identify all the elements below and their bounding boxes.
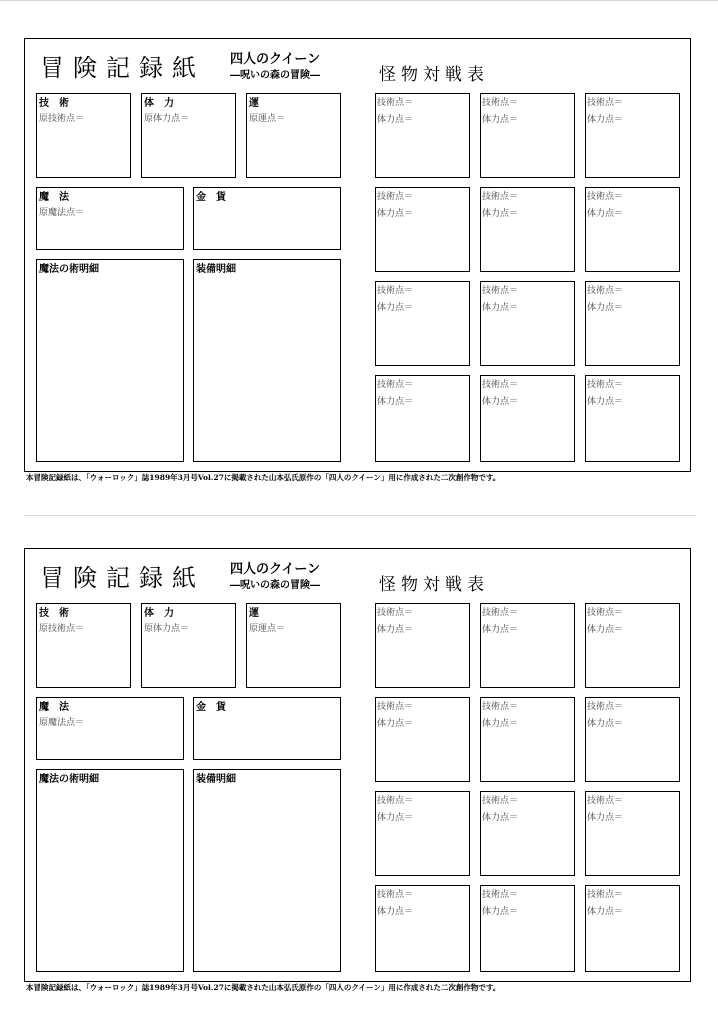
monster-table-title: 怪物対戦表 [379,575,489,595]
monster-box [585,93,680,178]
skill-label: 技 術 [39,98,69,109]
monster-skill-label: 技術点＝ [482,98,519,108]
monster-stamina-label: 体力点＝ [482,907,519,917]
monster-box [480,375,575,462]
monster-box [375,375,470,462]
monster-box [480,281,575,366]
monster-box [480,791,575,876]
monster-box [585,885,680,972]
monster-skill-label: 技術点＝ [587,796,624,806]
spells-box [36,769,184,972]
monster-box [585,375,680,462]
monster-box [480,93,575,178]
sheet-separator [24,515,696,516]
monster-stamina-label: 体力点＝ [377,397,414,407]
spells-label: 魔法の術明細 [39,264,99,275]
skill-box [36,603,131,688]
monster-box [375,603,470,688]
footer-note: 本冒険記録紙は、「ウォーロック」誌1989年3月号Vol.27に掲載された山本弘氏原作の「四人のクイーン」用に作成された二次創作物です。 [26,473,501,482]
luck-box [246,93,341,178]
monster-skill-label: 技術点＝ [482,380,519,390]
monster-skill-label: 技術点＝ [377,98,414,108]
initial-luck-label: 原運点＝ [249,114,286,124]
monster-stamina-label: 体力点＝ [482,209,519,219]
monster-stamina-label: 体力点＝ [377,209,414,219]
sheet-title: 冒険記録紙 [40,54,205,82]
monster-box [375,791,470,876]
monster-stamina-label: 体力点＝ [482,397,519,407]
book-title: 四人のクイーン [230,52,321,67]
sheet-title: 冒険記録紙 [40,564,205,592]
monster-box [585,697,680,782]
monster-stamina-label: 体力点＝ [482,625,519,635]
initial-skill-label: 原技術点＝ [39,114,85,124]
equipment-box [193,259,341,462]
monster-skill-label: 技術点＝ [377,380,414,390]
book-subtitle: ―呪いの森の冒険― [230,70,320,81]
monster-box [480,187,575,272]
magic-label: 魔 法 [39,702,69,713]
monster-skill-label: 技術点＝ [587,98,624,108]
monster-stamina-label: 体力点＝ [587,813,624,823]
skill-box [36,93,131,178]
footer-note: 本冒険記録紙は、「ウォーロック」誌1989年3月号Vol.27に掲載された山本弘氏原作の「四人のクイーン」用に作成された二次創作物です。 [26,983,501,992]
monster-box [480,885,575,972]
monster-skill-label: 技術点＝ [482,890,519,900]
initial-stamina-label: 原体力点＝ [144,624,190,634]
monster-box [585,281,680,366]
adventure-sheet-1 [24,38,692,482]
gold-box [193,697,341,760]
skill-label: 技 術 [39,608,69,619]
monster-skill-label: 技術点＝ [587,192,624,202]
monster-stamina-label: 体力点＝ [377,115,414,125]
equipment-box [193,769,341,972]
monster-skill-label: 技術点＝ [587,380,624,390]
spells-label: 魔法の術明細 [39,774,99,785]
monster-box [375,885,470,972]
stamina-box [141,603,236,688]
magic-box [36,187,184,250]
top-border-line [0,0,718,1]
monster-stamina-label: 体力点＝ [482,115,519,125]
monster-box [375,281,470,366]
monster-stamina-label: 体力点＝ [377,813,414,823]
monster-skill-label: 技術点＝ [482,702,519,712]
gold-label: 金 貨 [196,702,226,713]
monster-skill-label: 技術点＝ [377,702,414,712]
equipment-label: 装備明細 [196,774,236,785]
monster-skill-label: 技術点＝ [377,608,414,618]
book-title: 四人のクイーン [230,562,321,577]
monster-stamina-label: 体力点＝ [587,907,624,917]
magic-label: 魔 法 [39,192,69,203]
monster-box [375,697,470,782]
monster-skill-label: 技術点＝ [377,890,414,900]
monster-box [375,93,470,178]
monster-skill-label: 技術点＝ [587,608,624,618]
monster-stamina-label: 体力点＝ [377,303,414,313]
initial-stamina-label: 原体力点＝ [144,114,190,124]
luck-box [246,603,341,688]
monster-box [375,187,470,272]
initial-magic-label: 原魔法点＝ [39,718,85,728]
gold-label: 金 貨 [196,192,226,203]
monster-skill-label: 技術点＝ [377,796,414,806]
monster-skill-label: 技術点＝ [482,286,519,296]
monster-skill-label: 技術点＝ [482,796,519,806]
luck-label: 運 [249,98,259,109]
monster-box [585,187,680,272]
monster-box [480,697,575,782]
monster-skill-label: 技術点＝ [482,192,519,202]
book-subtitle: ―呪いの森の冒険― [230,580,320,591]
monster-stamina-label: 体力点＝ [377,719,414,729]
monster-skill-label: 技術点＝ [377,192,414,202]
stamina-label: 体 力 [144,608,174,619]
monster-skill-label: 技術点＝ [587,890,624,900]
monster-stamina-label: 体力点＝ [482,303,519,313]
spells-box [36,259,184,462]
equipment-label: 装備明細 [196,264,236,275]
monster-stamina-label: 体力点＝ [482,813,519,823]
monster-skill-label: 技術点＝ [587,286,624,296]
monster-table-title: 怪物対戦表 [379,65,489,85]
monster-stamina-label: 体力点＝ [587,303,624,313]
monster-stamina-label: 体力点＝ [377,907,414,917]
monster-stamina-label: 体力点＝ [587,719,624,729]
initial-magic-label: 原魔法点＝ [39,208,85,218]
monster-box [480,603,575,688]
monster-stamina-label: 体力点＝ [587,115,624,125]
stamina-box [141,93,236,178]
initial-luck-label: 原運点＝ [249,624,286,634]
monster-stamina-label: 体力点＝ [377,625,414,635]
monster-skill-label: 技術点＝ [482,608,519,618]
monster-stamina-label: 体力点＝ [587,209,624,219]
stamina-label: 体 力 [144,98,174,109]
gold-box [193,187,341,250]
adventure-sheet-2 [24,548,692,992]
luck-label: 運 [249,608,259,619]
magic-box [36,697,184,760]
monster-skill-label: 技術点＝ [377,286,414,296]
initial-skill-label: 原技術点＝ [39,624,85,634]
monster-box [585,603,680,688]
monster-box [585,791,680,876]
monster-stamina-label: 体力点＝ [587,625,624,635]
monster-stamina-label: 体力点＝ [587,397,624,407]
monster-skill-label: 技術点＝ [587,702,624,712]
monster-stamina-label: 体力点＝ [482,719,519,729]
